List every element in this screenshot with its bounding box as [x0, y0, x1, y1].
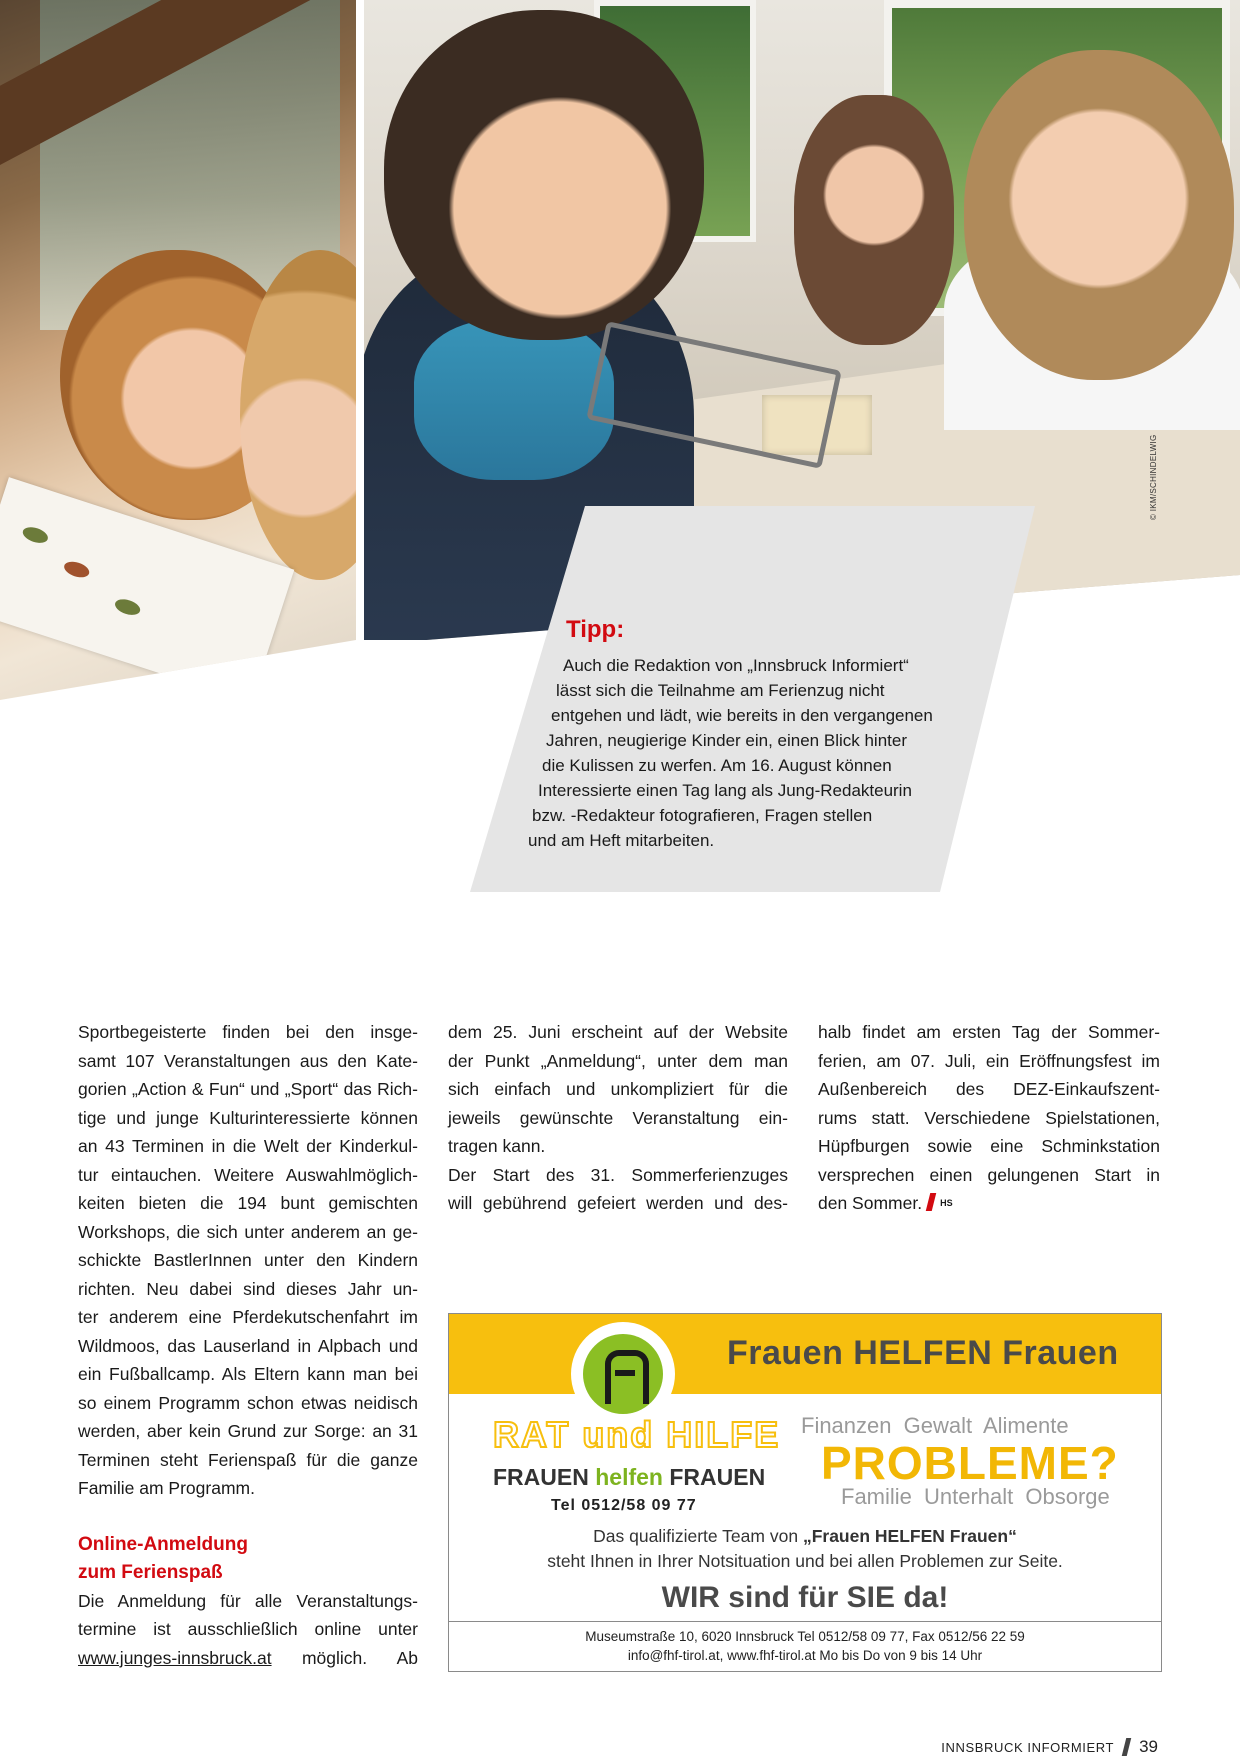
text-line: Außenbereich des DEZ-Einkaufszent-	[818, 1079, 1160, 1099]
text-line: versprechen einen gelungenen Start in	[818, 1164, 1160, 1185]
text-line: tragen kann.	[448, 1136, 546, 1156]
tipp-title: Tipp:	[566, 616, 625, 643]
ad-slogan: WIR sind für SIE da!	[661, 1581, 949, 1614]
advertisement-frauen-helfen-frauen[interactable]	[448, 1313, 1162, 1672]
text-line: so einem Programm schon etwas neidisch	[78, 1392, 418, 1413]
ad-text-line-1: Das qualifizierte Team von „Frauen HELFEN Frauen“	[593, 1526, 1017, 1546]
tipp-line: lässt sich die Teilnahme am Ferienzug nicht	[556, 681, 885, 700]
photo-children-reading	[0, 0, 356, 700]
text-line: Wildmoos, das Lauserland in Alpbach und	[78, 1335, 418, 1356]
text-line: termine ist ausschließlich online unter	[78, 1619, 418, 1639]
fhf-logo-icon	[583, 1334, 663, 1414]
text-line: an 43 Terminen in die Welt der Kinderkul-	[78, 1136, 418, 1156]
ad-phone: Tel 0512/58 09 77	[551, 1497, 697, 1514]
tipp-line: Jahren, neugierige Kinder ein, einen Blick hinter	[546, 731, 908, 750]
end-mark-icon	[926, 1193, 936, 1211]
article-column-2	[448, 1018, 788, 1218]
text-line: samt 107 Veranstaltungen aus den Kate-	[78, 1050, 418, 1071]
tipp-line: bzw. -Redakteur fotografieren, Fragen stellen	[532, 806, 873, 825]
text-line-url: www.junges-innsbruck.at möglich. Ab	[78, 1647, 418, 1668]
tipp-line: entgehen und lädt, wie bereits in den vergangenen	[551, 706, 933, 725]
text-line: ferien, am 07. Juli, ein Eröffnungsfest im	[818, 1050, 1160, 1071]
text-line: Sportbegeisterte finden bei den insge-	[78, 1022, 418, 1042]
ad-probleme: PROBLEME?	[821, 1437, 1119, 1489]
ad-text-line-2: steht Ihnen in Ihrer Notsituation und bei allen Problemen zur Seite.	[547, 1551, 1063, 1571]
text-line: jeweils gewünschte Veranstaltung ein-	[448, 1107, 788, 1128]
text-line: Terminen steht Ferienspaß für die ganze	[78, 1449, 418, 1470]
registration-link[interactable]: www.junges-innsbruck.at	[78, 1647, 272, 1668]
tipp-line: Interessierte einen Tag lang als Jung-Redakteurin	[538, 781, 912, 800]
text-line: will gebührend gefeiert werden und des-	[448, 1193, 788, 1213]
text-line: ein Fußballcamp. Als Eltern kann man bei	[78, 1364, 418, 1384]
page-number: 39	[1139, 1737, 1158, 1756]
subheading-online-registration: Online-Anmeldung zum Ferienspaß	[78, 1533, 248, 1583]
text-line: sich einfach und unkompliziert für die	[448, 1079, 788, 1099]
text-line: schickte BastlerInnen unter den Kindern	[78, 1250, 418, 1270]
publication-name: INNSBRUCK INFORMIERT	[941, 1740, 1115, 1755]
ad-rat-und-hilfe: RAT und HILFE	[493, 1414, 781, 1455]
page-footer	[941, 1737, 1158, 1757]
text-line: gorien „Action & Fun“ und „Sport“ das Rich-	[78, 1079, 418, 1099]
tipp-line: die Kulissen zu werfen. Am 16. August können	[542, 756, 892, 775]
photo-credit: © IKM/SCHINDELWIG	[1149, 434, 1158, 520]
text-line: der Punkt „Anmeldung“, unter dem man	[448, 1050, 788, 1071]
text-line: werden, aber kein Grund zur Sorge: an 31	[78, 1421, 418, 1441]
footer-slash-icon	[1122, 1738, 1131, 1756]
author-initials: HS	[940, 1198, 953, 1208]
article-column-1	[78, 1018, 418, 1672]
text-line-last: den Sommer. $^{HS}$	[818, 1193, 953, 1213]
text-line: Die Anmeldung für alle Veranstaltungs-	[78, 1590, 418, 1611]
ad-contact-footer: Museumstraße 10, 6020 Innsbruck Tel 0512/58 09 77, Fax 0512/56 22 59 info@fhf-tirol.at, www.fhf-tirol.at Mo bis Do von 9 bis 14 Uhr	[449, 1621, 1161, 1671]
text-line: dem 25. Juni erscheint auf der Website	[448, 1022, 788, 1042]
ad-keywords-bottom: Familie Unterhalt Obsorge	[841, 1484, 1110, 1509]
text-line: tur eintauchen. Weitere Auswahlmöglich-	[78, 1164, 418, 1185]
text-line: Hüpfburgen sowie eine Schminkstation	[818, 1136, 1160, 1156]
tipp-line: und am Heft mitarbeiten.	[528, 831, 715, 850]
text-line: keiten bieten die 194 bunt gemischten	[78, 1193, 418, 1213]
ad-keywords-top: Finanzen Gewalt Alimente	[801, 1413, 1069, 1438]
text-line: Der Start des 31. Sommerferienzuges	[448, 1164, 788, 1185]
text-line: tige und junge Kulturinteressierte können	[78, 1107, 418, 1128]
text-line: Workshops, die sich unter anderem an ge-	[78, 1221, 418, 1242]
ad-fhf-wordmark: FRAUEN helfen FRAUEN	[493, 1464, 766, 1490]
text-line: rums statt. Verschiedene Spielstationen,	[818, 1107, 1160, 1128]
text-line: halb findet am ersten Tag der Sommer-	[818, 1022, 1160, 1042]
text-line: richten. Neu dabei sind dieses Jahr un-	[78, 1278, 418, 1299]
article-column-3	[818, 1018, 1160, 1218]
tipp-line: Auch die Redaktion von „Innsbruck Informiert“	[563, 656, 909, 675]
ad-logo	[571, 1322, 675, 1426]
text-line: ter anderem eine Pferdekutschenfahrt im	[78, 1307, 418, 1327]
ad-title: Frauen HELFEN Frauen	[727, 1334, 1119, 1372]
text-line: Familie am Programm.	[78, 1478, 255, 1498]
